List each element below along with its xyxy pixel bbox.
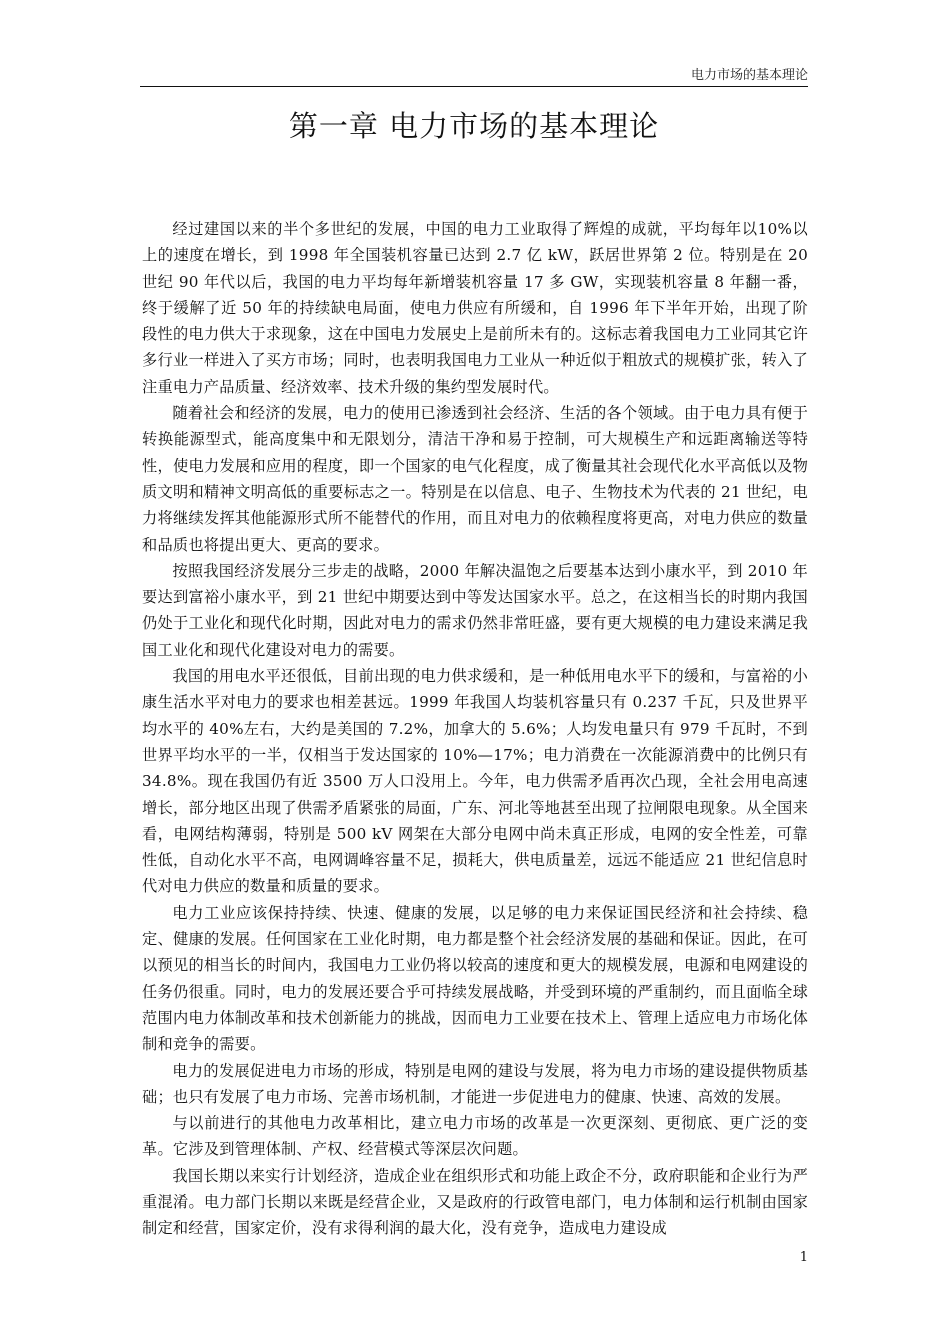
paragraph: 电力的发展促进电力市场的形成，特别是电网的建设与发展，将为电力市场的建设提供物质基础；也只有发展了电力市场、完善市场机制，才能进一步促进电力的健康、快速、高效的发展。 (142, 1061, 808, 1106)
running-header: 电力市场的基本理论 (690, 68, 808, 83)
paragraph: 经过建国以来的半个多世纪的发展，中国的电力工业取得了辉煌的成就，平均每年以10%以上的速度在增长，到 1998 年全国装机容量已达到 2.7 亿 kW，跃居世界第 2 位。特别是在 20 世纪 90 年代以后，我国的电力平均每年新增装机容量 17 多 GW，实现装机容量 8 年翻一番，终于缓解了近 50 年的持续缺电局面，使电力供应有所缓和，自 1996 年下半年开始，出现了阶段性的电力供大于求现象，这在中国电力发展史上是前所未有的。这标志着我国电力工业同其它许多行业一样进入了买方市场；同时，也表明我国电力工业从一种近似于粗放式的规模扩张，转入了注重电力产品质量、经济效率、技术升级的集约型发展时代。 (142, 220, 808, 396)
page-number: 1 (799, 1250, 808, 1265)
paragraph: 随着社会和经济的发展，电力的使用已渗透到社会经济、生活的各个领域。由于电力具有便于转换能源型式，能高度集中和无限划分，清洁干净和易于控制，可大规模生产和远距离输送等特性，使电力发展和应用的程度，即一个国家的电气化程度，成了衡量其社会现代化水平高低以及物质文明和精神文明高低的重要标志之一。特别是在以信息、电子、生物技术为代表的 21 世纪，电力将继续发挥其他能源形式所不能替代的作用，而且对电力的依赖程度将更高，对电力供应的数量和品质也将提出更大、更高的要求。 (142, 404, 808, 554)
paragraph: 按照我国经济发展分三步走的战略，2000 年解决温饱之后要基本达到小康水平，到 2010 年要达到富裕小康水平，到 21 世纪中期要达到中等发达国家水平。总之，在这相当长的时期内我国仍处于工业化和现代化时期，因此对电力的需求仍然非常旺盛，要有更大规模的电力建设来满足我国工业化和现代化建设对电力的需要。 (142, 561, 808, 659)
chapter-title: 第一章 电力市场的基本理论 (288, 109, 660, 143)
body-text (142, 216, 808, 1242)
paragraph: 与以前进行的其他电力改革相比，建立电力市场的改革是一次更深刻、更彻底、更广泛的变革。它涉及到管理体制、产权、经营模式等深层次问题。 (142, 1114, 808, 1159)
paragraph: 我国的用电水平还很低，目前出现的电力供求缓和，是一种低用电水平下的缓和，与富裕的小康生活水平对电力的要求也相差甚远。1999 年我国人均装机容量只有 0.237 千瓦，只及世界平均水平的 40%左右，大约是美国的 7.2%，加拿大的 5.6%；人均发电量只有 979 千瓦时，不到世界平均水平的一半，仅相当于发达国家的 10%—17%；电力消费在一次能源消费中的比例只有 34.8%。现在我国仍有近 3500 万人口没用上。今年，电力供需矛盾再次凸现，全社会用电高速增长，部分地区出现了供需矛盾紧张的局面，广东、河北等地甚至出现了拉闸限电现象。从全国来看，电网结构薄弱，特别是 500 kV 网架在大部分电网中尚未真正形成，电网的安全性差，可靠性低，自动化水平不高，电网调峰容量不足，损耗大，供电质量差，远远不能适应 21 世纪信息时代对电力供应的数量和质量的要求。 (142, 667, 808, 896)
paragraph: 我国长期以来实行计划经济，造成企业在组织形式和功能上政企不分，政府职能和企业行为严重混淆。电力部门长期以来既是经营企业，又是政府的行政管电部门，电力体制和运行机制由国家制定和经营，国家定价，没有求得利润的最大化，没有竞争，造成电力建设成 (142, 1166, 808, 1238)
paragraph: 电力工业应该保持持续、快速、健康的发展，以足够的电力来保证国民经济和社会持续、稳定、健康的发展。任何国家在工业化时期，电力都是整个社会经济发展的基础和保证。因此，在可以预见的相当长的时间内，我国电力工业仍将以较高的速度和更大的规模发展，电源和电网建设的任务仍很重。同时，电力的发展还要合乎可持续发展战略，并受到环境的严重制约，而且面临全球范围内电力体制改革和技术创新能力的挑战，因而电力工业要在技术上、管理上适应电力市场化体制和竞争的需要。 (142, 903, 808, 1054)
header-rule (140, 86, 808, 87)
